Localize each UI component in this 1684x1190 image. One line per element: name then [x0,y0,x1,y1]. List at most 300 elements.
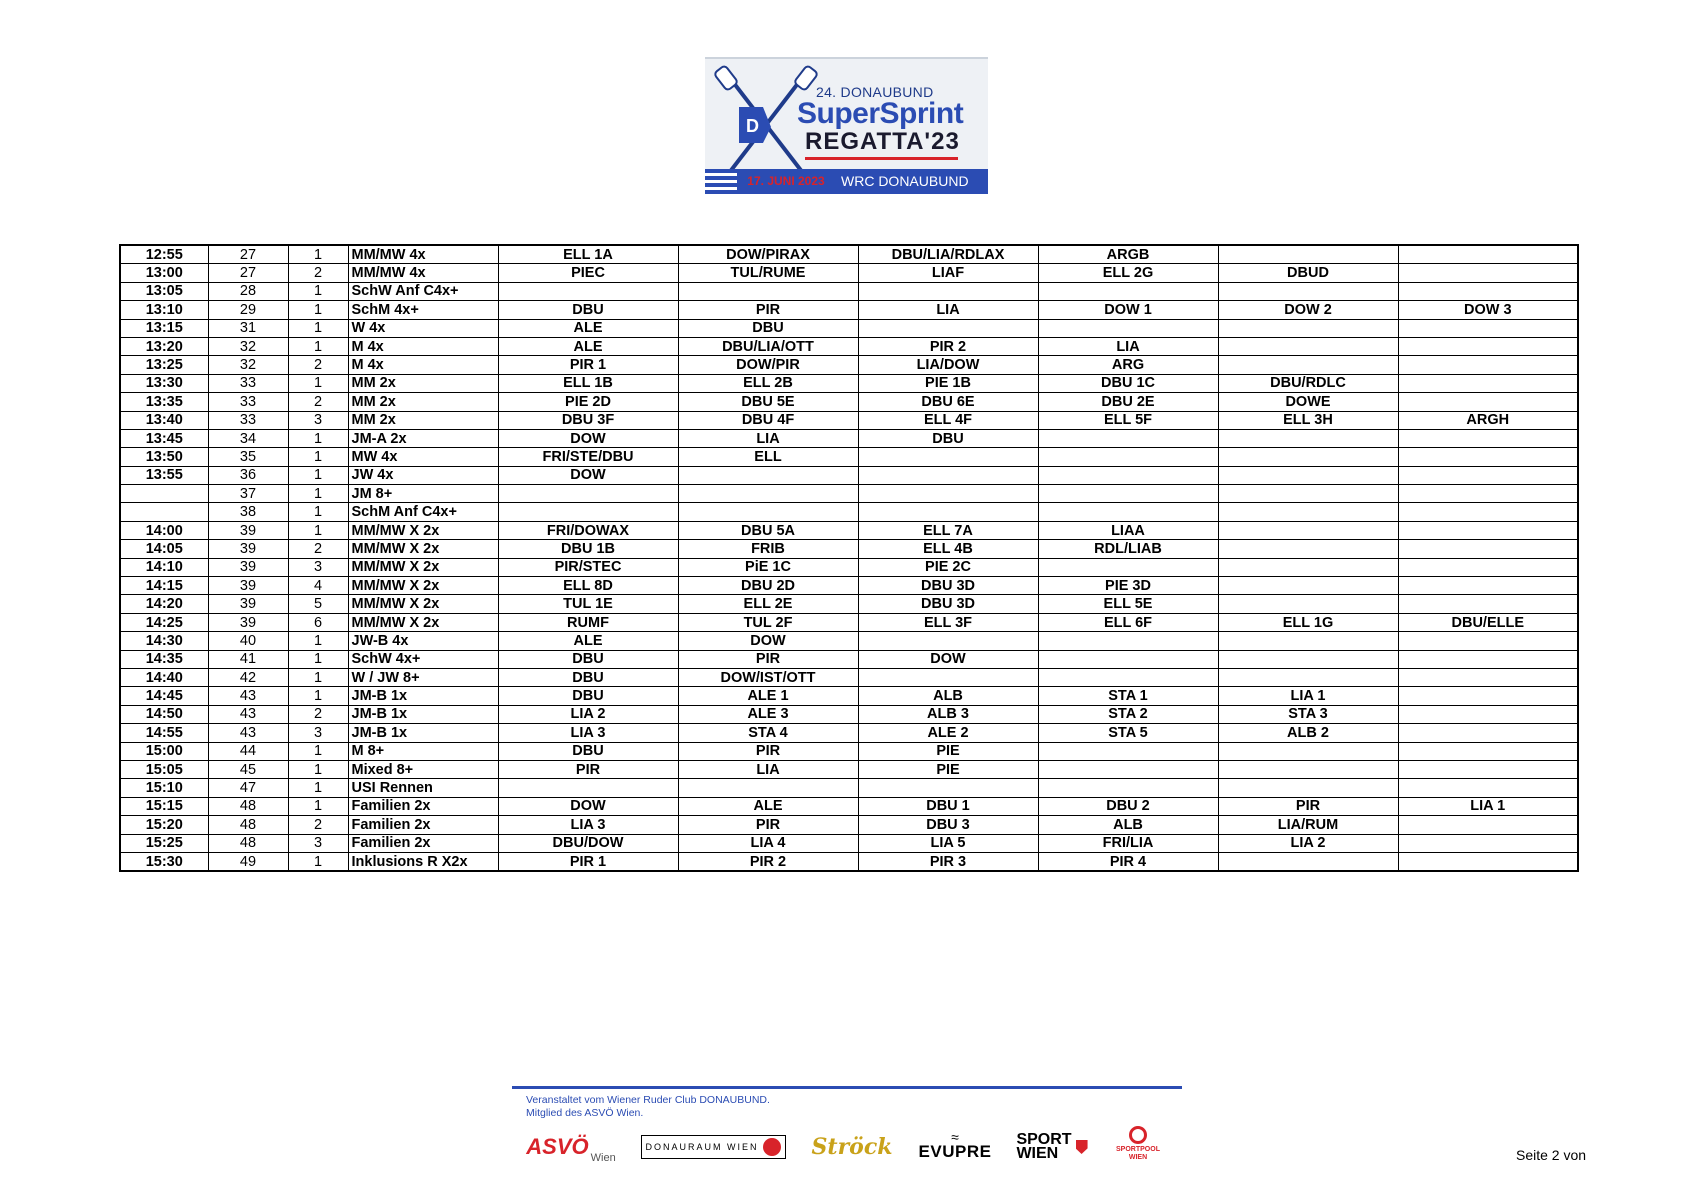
lane-6-cell [1398,668,1578,686]
table-row [120,834,1578,852]
table-row [120,319,1578,337]
lane-1-cell: ELL 1B [498,374,678,392]
lane-5-cell [1218,852,1398,871]
race-number-cell: 28 [208,282,288,300]
lane-6-cell [1398,632,1578,650]
heat-number-cell: 1 [288,760,348,778]
race-number-cell: 43 [208,705,288,723]
start-time-cell: 13:25 [120,356,208,374]
race-schedule-table [119,244,1579,872]
lane-2-cell: DBU/LIA/OTT [678,337,858,355]
lane-2-cell: DOW/IST/OTT [678,668,858,686]
start-time-cell: 15:20 [120,816,208,834]
lane-5-cell [1218,558,1398,576]
race-number-cell: 34 [208,429,288,447]
lane-3-cell [858,466,1038,484]
lane-5-cell [1218,595,1398,613]
lane-1-cell: PIEC [498,264,678,282]
boat-class-cell: JW 4x [348,466,498,484]
lane-2-cell: DBU 2D [678,577,858,595]
lane-2-cell: ALE [678,797,858,815]
lane-1-cell: FRI/STE/DBU [498,448,678,466]
lane-4-cell: RDL/LIAB [1038,540,1218,558]
lane-5-cell: ELL 3H [1218,411,1398,429]
heat-number-cell: 1 [288,466,348,484]
heat-number-cell: 3 [288,834,348,852]
boat-class-cell: JM-B 1x [348,724,498,742]
lane-5-cell: DBUD [1218,264,1398,282]
race-number-cell: 48 [208,816,288,834]
lane-6-cell [1398,485,1578,503]
lane-6-cell [1398,503,1578,521]
lane-3-cell: DBU 3D [858,577,1038,595]
race-number-cell: 43 [208,724,288,742]
start-time-cell: 13:40 [120,411,208,429]
race-number-cell: 31 [208,319,288,337]
lane-4-cell [1038,429,1218,447]
start-time-cell [120,503,208,521]
donauraum-dot-icon [763,1138,781,1156]
lane-6-cell [1398,374,1578,392]
lane-6-cell [1398,429,1578,447]
lane-2-cell [678,485,858,503]
logo-regatta: REGATTA'23 [805,128,960,155]
lane-6-cell [1398,319,1578,337]
table-row [120,577,1578,595]
lane-2-cell: ALE 1 [678,687,858,705]
lane-4-cell [1038,760,1218,778]
page-number: Seite 2 von [1516,1147,1587,1163]
race-number-cell: 27 [208,264,288,282]
lane-4-cell [1038,466,1218,484]
heat-number-cell: 2 [288,393,348,411]
asvo-logo [526,1130,616,1164]
lane-3-cell: ALE 2 [858,724,1038,742]
lane-4-cell: ELL 5E [1038,595,1218,613]
lane-2-cell: DOW/PIRAX [678,245,858,264]
lane-1-cell: DBU 3F [498,411,678,429]
race-number-cell: 27 [208,245,288,264]
table-row [120,521,1578,539]
lane-2-cell: DBU 5E [678,393,858,411]
lane-4-cell [1038,282,1218,300]
lane-1-cell: PIR/STEC [498,558,678,576]
donauraum-logo-text: DONAURAUM WIEN [645,1142,759,1152]
lane-3-cell: PIR 3 [858,852,1038,871]
lane-3-cell: ELL 3F [858,613,1038,631]
table-row [120,613,1578,631]
footer [512,1086,1182,1166]
lane-6-cell [1398,521,1578,539]
table-row [120,393,1578,411]
schedule-body [120,245,1578,871]
lane-5-cell: LIA 1 [1218,687,1398,705]
lane-3-cell: PIE [858,742,1038,760]
boat-class-cell: MM/MW X 2x [348,577,498,595]
lane-6-cell: ARGH [1398,411,1578,429]
heat-number-cell: 1 [288,337,348,355]
lane-6-cell [1398,577,1578,595]
boat-class-cell: JM 8+ [348,485,498,503]
lane-6-cell [1398,282,1578,300]
lane-3-cell: LIA/DOW [858,356,1038,374]
lane-3-cell [858,448,1038,466]
race-number-cell: 48 [208,797,288,815]
start-time-cell: 14:45 [120,687,208,705]
start-time-cell: 13:20 [120,337,208,355]
heat-number-cell: 1 [288,374,348,392]
boat-class-cell: MM/MW X 2x [348,521,498,539]
lane-1-cell: PIR 1 [498,852,678,871]
sportpool-logo [1108,1122,1168,1166]
lane-1-cell: DOW [498,797,678,815]
heat-number-cell: 1 [288,632,348,650]
start-time-cell: 14:05 [120,540,208,558]
lane-1-cell: LIA 3 [498,816,678,834]
boat-class-cell: JM-B 1x [348,705,498,723]
lane-6-cell [1398,705,1578,723]
lane-2-cell: DBU 5A [678,521,858,539]
lane-1-cell: DBU [498,650,678,668]
lane-4-cell [1038,632,1218,650]
lane-1-cell: DBU/DOW [498,834,678,852]
lane-2-cell: PIR 2 [678,852,858,871]
lane-5-cell [1218,503,1398,521]
lane-6-cell [1398,779,1578,797]
heat-number-cell: 1 [288,687,348,705]
logo-top-line [705,57,988,59]
race-number-cell: 39 [208,577,288,595]
lane-2-cell: DOW/PIR [678,356,858,374]
lane-3-cell: PIE 2C [858,558,1038,576]
lane-1-cell [498,282,678,300]
start-time-cell: 14:55 [120,724,208,742]
lane-3-cell [858,779,1038,797]
boat-class-cell: SchM Anf C4x+ [348,503,498,521]
lane-2-cell [678,779,858,797]
start-time-cell: 13:15 [120,319,208,337]
lane-4-cell [1038,485,1218,503]
lane-6-cell [1398,687,1578,705]
lane-5-cell: PIR [1218,797,1398,815]
lane-5-cell [1218,650,1398,668]
lane-3-cell: ALB 3 [858,705,1038,723]
heat-number-cell: 2 [288,540,348,558]
lane-2-cell: PIR [678,301,858,319]
race-number-cell: 49 [208,852,288,871]
lane-5-cell [1218,632,1398,650]
lane-4-cell: DOW 1 [1038,301,1218,319]
lane-6-cell [1398,466,1578,484]
lane-1-cell: ELL 8D [498,577,678,595]
boat-class-cell: SchM 4x+ [348,301,498,319]
logo-edition: 24. DONAUBUND [816,84,934,100]
lane-2-cell: PiE 1C [678,558,858,576]
lane-1-cell: LIA 2 [498,705,678,723]
heat-number-cell: 2 [288,264,348,282]
heat-number-cell: 3 [288,558,348,576]
boat-class-cell: MM 2x [348,411,498,429]
boat-class-cell: USI Rennen [348,779,498,797]
race-number-cell: 42 [208,668,288,686]
lane-3-cell: LIA [858,301,1038,319]
table-row [120,466,1578,484]
lane-4-cell: ARG [1038,356,1218,374]
lane-5-cell [1218,356,1398,374]
boat-class-cell: JM-B 1x [348,687,498,705]
race-number-cell: 37 [208,485,288,503]
lane-2-cell: ALE 3 [678,705,858,723]
lane-5-cell: ALB 2 [1218,724,1398,742]
lane-2-cell: LIA [678,760,858,778]
start-time-cell: 14:25 [120,613,208,631]
lane-4-cell: ARGB [1038,245,1218,264]
lane-3-cell: ALB [858,687,1038,705]
lane-6-cell [1398,356,1578,374]
lane-2-cell: ELL 2B [678,374,858,392]
start-time-cell: 14:40 [120,668,208,686]
heat-number-cell: 1 [288,485,348,503]
lane-6-cell [1398,650,1578,668]
lane-2-cell: TUL 2F [678,613,858,631]
start-time-cell: 13:30 [120,374,208,392]
lane-5-cell [1218,485,1398,503]
boat-class-cell: JM-A 2x [348,429,498,447]
race-number-cell: 39 [208,558,288,576]
lane-6-cell [1398,834,1578,852]
lane-4-cell: FRI/LIA [1038,834,1218,852]
lane-3-cell [858,503,1038,521]
lane-5-cell: LIA 2 [1218,834,1398,852]
lane-3-cell: DBU 3D [858,595,1038,613]
lane-6-cell [1398,393,1578,411]
heat-number-cell: 3 [288,724,348,742]
race-number-cell: 35 [208,448,288,466]
lane-3-cell [858,485,1038,503]
asvo-logo-text: ASVÖ [526,1134,589,1159]
start-time-cell: 13:10 [120,301,208,319]
lane-2-cell [678,466,858,484]
lane-1-cell: PIR [498,760,678,778]
lane-2-cell: STA 4 [678,724,858,742]
lane-3-cell [858,668,1038,686]
table-row [120,540,1578,558]
heat-number-cell: 1 [288,797,348,815]
logo-brand [797,97,963,131]
boat-class-cell: MM/MW 4x [348,264,498,282]
lane-1-cell: PIE 2D [498,393,678,411]
table-row [120,632,1578,650]
lane-4-cell [1038,319,1218,337]
lane-3-cell: LIA 5 [858,834,1038,852]
lane-4-cell: DBU 1C [1038,374,1218,392]
lane-1-cell: ALE [498,319,678,337]
lane-2-cell [678,503,858,521]
lane-5-cell [1218,540,1398,558]
shield-icon [1076,1140,1088,1154]
start-time-cell: 13:50 [120,448,208,466]
sportpool-line-2: WIEN [1128,1154,1148,1161]
donauraum-logo [638,1130,788,1164]
lane-6-cell: LIA 1 [1398,797,1578,815]
race-number-cell: 48 [208,834,288,852]
table-row [120,503,1578,521]
table-row [120,282,1578,300]
race-number-cell: 32 [208,356,288,374]
boat-class-cell: MM 2x [348,393,498,411]
logo-stripes [705,169,737,194]
race-number-cell: 44 [208,742,288,760]
sport-wien-logo [1016,1130,1088,1164]
start-time-cell [120,485,208,503]
lane-3-cell: PIE 1B [858,374,1038,392]
lane-1-cell [498,503,678,521]
organizer-line-2: Mitglied des ASVÖ Wien. [526,1107,644,1119]
lane-3-cell: DBU [858,429,1038,447]
heat-number-cell: 1 [288,779,348,797]
lane-4-cell: STA 1 [1038,687,1218,705]
lane-2-cell: DOW [678,632,858,650]
heat-number-cell: 2 [288,356,348,374]
lane-1-cell: FRI/DOWAX [498,521,678,539]
lane-2-cell: ELL 2E [678,595,858,613]
lane-5-cell [1218,282,1398,300]
race-number-cell: 43 [208,687,288,705]
lane-6-cell [1398,337,1578,355]
table-row [120,448,1578,466]
lane-4-cell [1038,742,1218,760]
boat-class-cell: JW-B 4x [348,632,498,650]
heat-number-cell: 1 [288,282,348,300]
heat-number-cell: 1 [288,245,348,264]
race-number-cell: 39 [208,540,288,558]
lane-5-cell: LIA/RUM [1218,816,1398,834]
lane-4-cell: ELL 6F [1038,613,1218,631]
lane-3-cell [858,282,1038,300]
lane-3-cell [858,319,1038,337]
race-number-cell: 47 [208,779,288,797]
lane-4-cell: LIA [1038,337,1218,355]
lane-1-cell: DOW [498,466,678,484]
race-number-cell: 33 [208,411,288,429]
lane-1-cell: TUL 1E [498,595,678,613]
table-row [120,705,1578,723]
table-row [120,668,1578,686]
boat-class-cell: Mixed 8+ [348,760,498,778]
sport-wien-line-1: SPORT [1016,1131,1072,1148]
lane-2-cell [678,282,858,300]
lane-6-cell [1398,724,1578,742]
table-row [120,742,1578,760]
lane-4-cell: LIAA [1038,521,1218,539]
start-time-cell: 15:10 [120,779,208,797]
table-row [120,595,1578,613]
race-number-cell: 29 [208,301,288,319]
lane-2-cell: DBU 4F [678,411,858,429]
lane-6-cell [1398,852,1578,871]
lane-1-cell [498,485,678,503]
lane-6-cell [1398,816,1578,834]
heat-number-cell: 1 [288,852,348,871]
lane-4-cell: STA 2 [1038,705,1218,723]
lane-4-cell [1038,779,1218,797]
boat-class-cell: MM/MW X 2x [348,558,498,576]
lane-5-cell: ELL 1G [1218,613,1398,631]
heat-number-cell: 2 [288,705,348,723]
lane-6-cell: DBU/ELLE [1398,613,1578,631]
lane-5-cell [1218,245,1398,264]
logo-brand-a: Super [797,97,880,130]
lane-5-cell: DBU/RDLC [1218,374,1398,392]
lane-1-cell: DBU [498,301,678,319]
table-row [120,411,1578,429]
lane-4-cell [1038,650,1218,668]
start-time-cell: 14:20 [120,595,208,613]
table-row [120,356,1578,374]
stroeck-logo: Ströck [811,1134,893,1160]
table-row [120,760,1578,778]
lane-5-cell [1218,577,1398,595]
start-time-cell: 12:55 [120,245,208,264]
lane-6-cell [1398,245,1578,264]
boat-class-cell: MM/MW X 2x [348,613,498,631]
lane-5-cell: DOW 2 [1218,301,1398,319]
heat-number-cell: 1 [288,521,348,539]
start-time-cell: 15:25 [120,834,208,852]
lane-4-cell: PIR 4 [1038,852,1218,871]
lane-4-cell: DBU 2 [1038,797,1218,815]
lane-4-cell: ELL 2G [1038,264,1218,282]
lane-1-cell: RUMF [498,613,678,631]
evupre-logo [916,1130,994,1164]
lane-2-cell: FRIB [678,540,858,558]
boat-class-cell: SchW 4x+ [348,650,498,668]
table-row [120,650,1578,668]
heat-number-cell: 1 [288,650,348,668]
lane-4-cell: PIE 3D [1038,577,1218,595]
race-number-cell: 32 [208,337,288,355]
start-time-cell: 13:05 [120,282,208,300]
start-time-cell: 14:50 [120,705,208,723]
lane-2-cell: ELL [678,448,858,466]
race-number-cell: 39 [208,613,288,631]
boat-class-cell: MM/MW X 2x [348,540,498,558]
footer-rule [512,1086,1182,1089]
lane-4-cell: ALB [1038,816,1218,834]
start-time-cell: 13:45 [120,429,208,447]
race-number-cell: 45 [208,760,288,778]
heat-number-cell: 6 [288,613,348,631]
lane-6-cell [1398,742,1578,760]
boat-class-cell: M 4x [348,337,498,355]
lane-6-cell [1398,558,1578,576]
race-number-cell: 36 [208,466,288,484]
start-time-cell: 15:05 [120,760,208,778]
boat-class-cell: W 4x [348,319,498,337]
boat-class-cell: MM/MW 4x [348,245,498,264]
organizer-line-1: Veranstaltet vom Wiener Ruder Club DONAUBUND. [526,1094,770,1106]
boat-class-cell: W / JW 8+ [348,668,498,686]
lane-5-cell [1218,319,1398,337]
lane-5-cell [1218,521,1398,539]
lane-5-cell [1218,742,1398,760]
heat-number-cell: 1 [288,319,348,337]
table-row [120,485,1578,503]
boat-class-cell: M 8+ [348,742,498,760]
start-time-cell: 13:55 [120,466,208,484]
race-number-cell: 38 [208,503,288,521]
lane-6-cell [1398,595,1578,613]
